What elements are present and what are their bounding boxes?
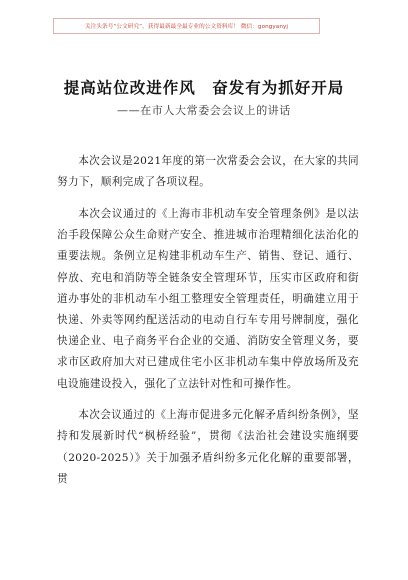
document-body (57, 151, 359, 501)
banner-text: 关注头条号“公文研究”，获得最新最全最专业的公文资料库！ 微信：gongyanyj (84, 24, 289, 30)
document-title: 提高站位改进作风 奋发有为抓好开局 (63, 78, 345, 97)
header-banner (53, 18, 320, 34)
paragraph: 本次会议通过的《上海市促进多元化解矛盾纠纷条例》，坚持和发展新时代“枫桥经验”，贯彻《法治社会建设实施纲要（2020-2025）》关于加强矛盾纠纷多元化化解的重要部署，贯 (57, 409, 359, 485)
paragraph: 本次会议通过的《上海市非机动车安全管理条例》是以法治手段保障公众生命财产安全、推进城市治理精细化法治化的重要法规。条例立足构建非机动车生产、销售、登记、通行、停放、充电和消防等全链条安全管理环节，压实市区政府和街道办事处的非机动车小组工整理安全管理责任，明确建立用于快递、外卖等网约配送活动的电动自行车专用号牌制度，强化快递企业、电子商务平台企业的交通、消防安全管理义务，要求市区政府加大对已建成住宅小区非机动车集中停放场所及充电设施建设投入，强化了立法针对性和可操作性。 (57, 207, 359, 390)
paragraph: 本次会议是2021年度的第一次常委会会议，在大家的共同努力下，顺利完成了各项议程。 (57, 155, 359, 189)
document-subtitle: ——在市人大常委会会议上的讲话 (117, 104, 291, 117)
